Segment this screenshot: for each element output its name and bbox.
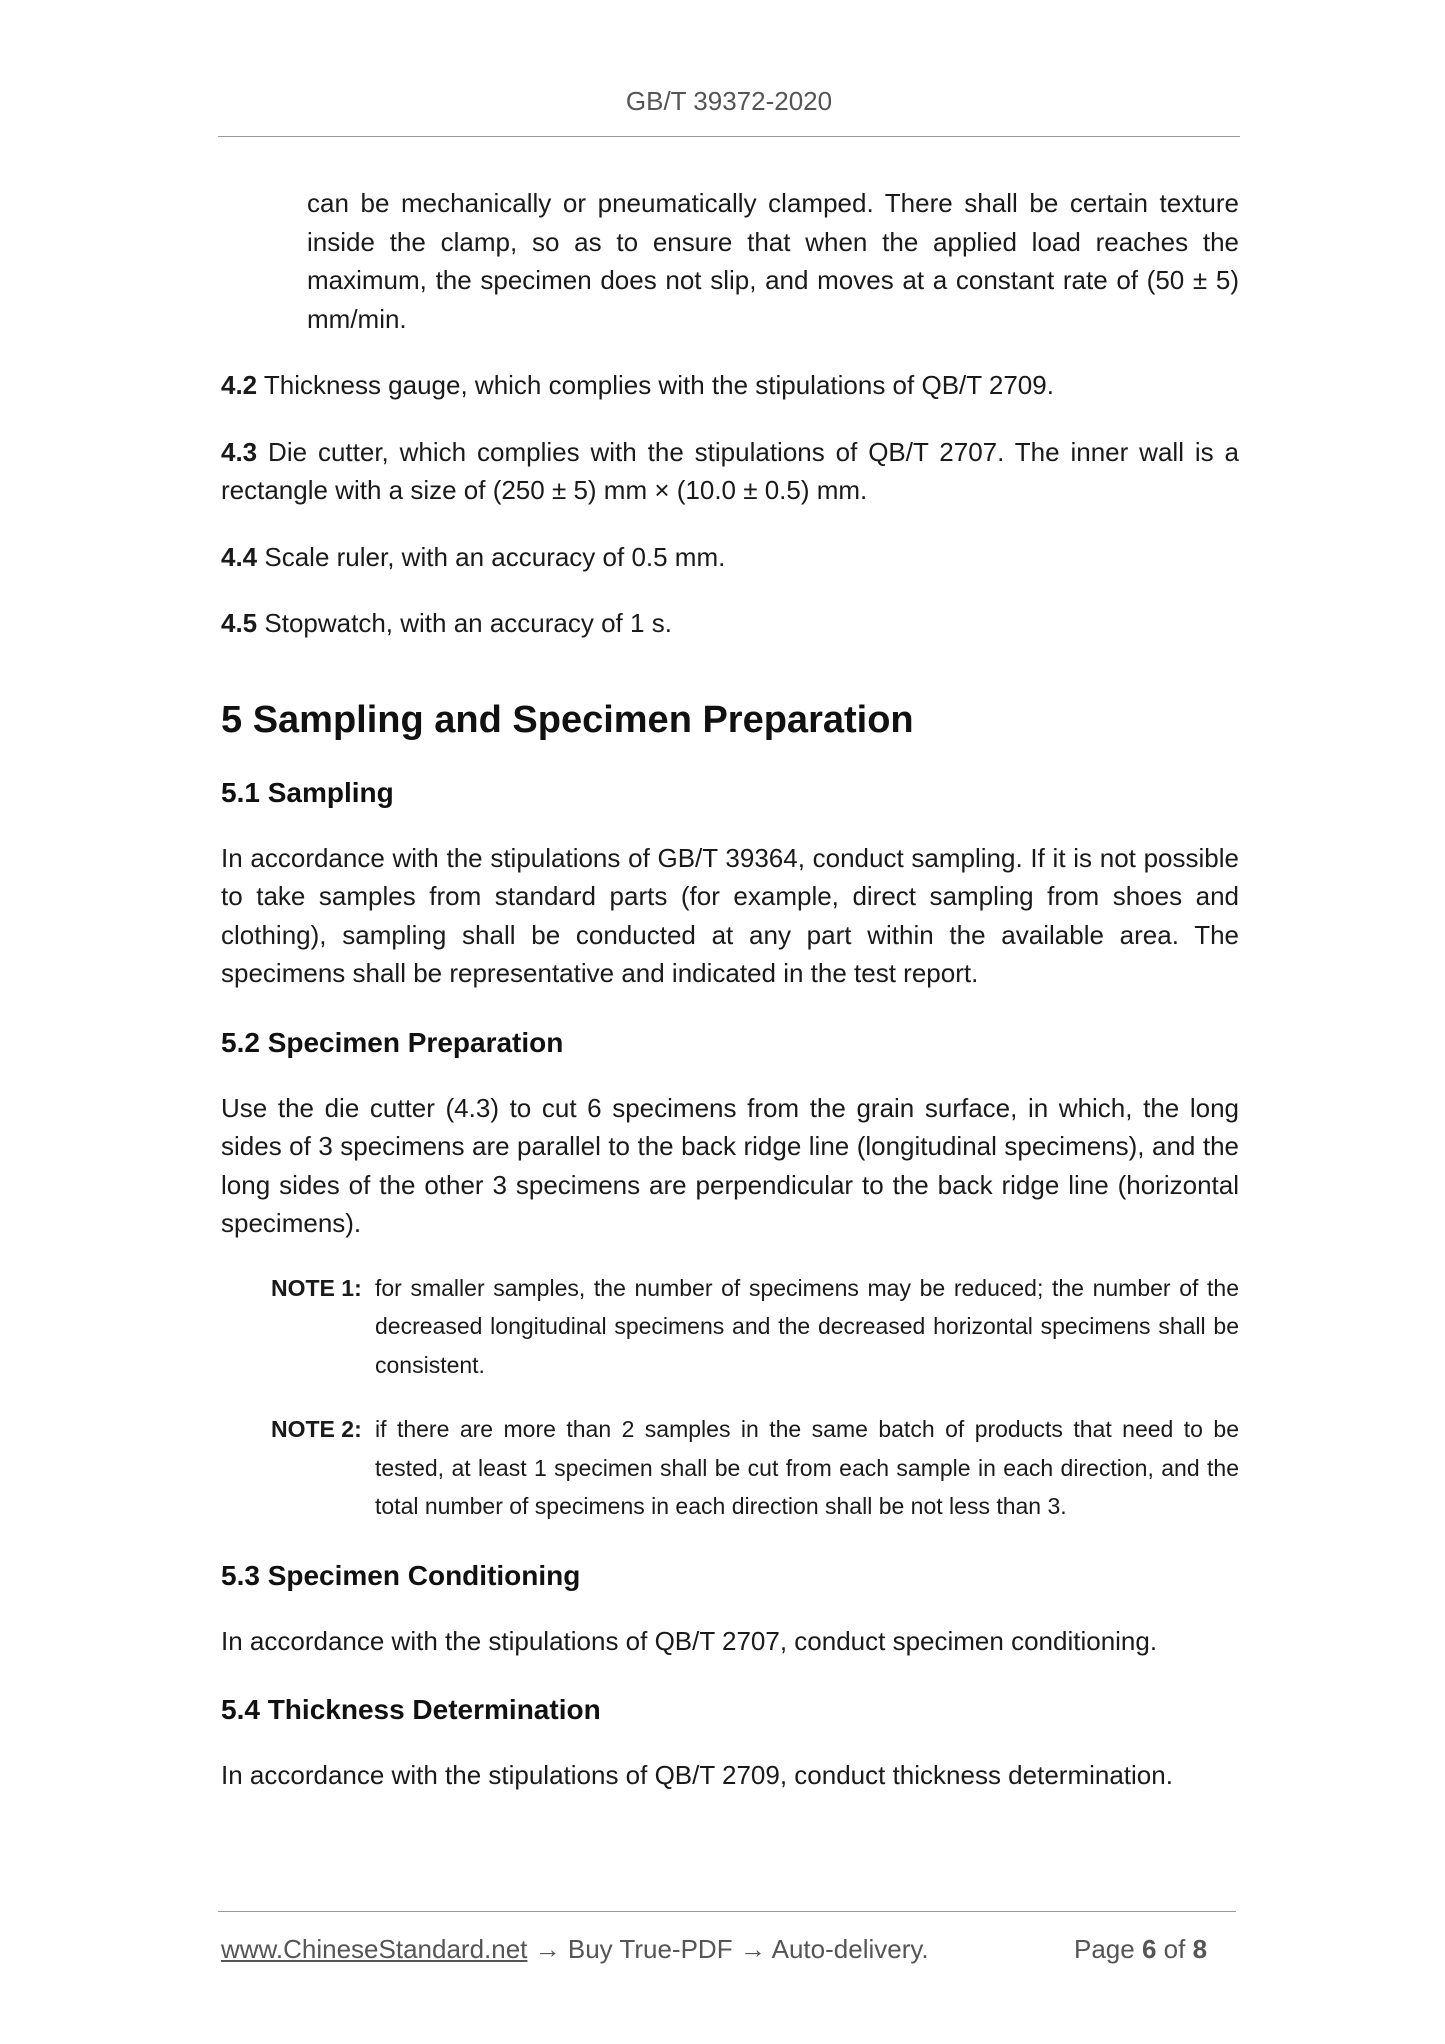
clause-text: Die cutter, which complies with the stipulations of QB/T 2707. The inner wall is a rectangle with a size of (250 ± 5) mm × (10.0 ± 0.5) mm. [221, 436, 1239, 505]
footer-divider [218, 1911, 1236, 1912]
clause-number: 4.5 [221, 608, 258, 638]
section-5-4-heading: 5.4 Thickness Determination [221, 1694, 601, 1725]
note-1 [271, 1269, 1239, 1385]
section-5-2-heading: 5.2 Specimen Preparation [221, 1026, 564, 1058]
section-5-3-heading: 5.3 Specimen Conditioning [221, 1559, 581, 1591]
website-link[interactable]: www.ChineseStandard.net [221, 1934, 528, 1964]
page-number [1074, 1934, 1207, 1965]
note-2 [271, 1410, 1239, 1526]
total-pages: 8 [1192, 1934, 1208, 1964]
note-text: if there are more than 2 samples in the same batch of products that need to be tested, at least 1 specimen shall be cut from each sample in each direction, and the total number of specimens in each direction shall be not less than 3. [375, 1416, 1239, 1519]
footer-promo [221, 1934, 929, 1965]
clause-number: 4.3 [221, 436, 258, 467]
page-header: GB/T 39372-2020 [625, 86, 833, 116]
section-5-3-text: In accordance with the stipulations of QB/T 2707, conduct specimen conditioning. [221, 1625, 1158, 1656]
clause-4-3 [221, 433, 1239, 510]
clause-4-2 [221, 366, 1239, 405]
note-text: for smaller samples, the number of specimens may be reduced; the number of the decreased longitudinal specimens and the decreased horizontal specimens shall be consistent. [375, 1274, 1239, 1378]
current-page: 6 [1141, 1934, 1157, 1964]
note-label: NOTE 1: [271, 1274, 362, 1301]
section-5-2-text: Use the die cutter (4.3) to cut 6 specimens from the grain surface, in which, the long sides of 3 specimens are parallel to the back ridge line (longitudinal specimens), and the long sides of the other 3 specimens are perpendicular to the back ridge line (horizontal specimens). [221, 1092, 1239, 1238]
clause-4-4 [221, 538, 1239, 577]
section-5-1-heading: 5.1 Sampling [221, 776, 394, 808]
clause-4-5 [221, 604, 1239, 643]
arrow-icon: → [739, 1934, 766, 1964]
section-5-4-text: In accordance with the stipulations of QB/T 2709, conduct thickness determination. [221, 1760, 1173, 1790]
continued-paragraph: can be mechanically or pneumatically clamped. There shall be certain texture inside the clamp, so as to ensure that when the applied load reaches the maximum, the specimen does not slip, and moves at a constant rate of (50 ± 5) mm/min. [307, 188, 1239, 334]
clause-number: 4.4 [221, 541, 258, 572]
note-label: NOTE 2: [271, 1416, 362, 1442]
of-label: of [1163, 1934, 1186, 1964]
section-5-heading: 5 Sampling and Specimen Preparation [221, 698, 914, 741]
document-body [221, 184, 1239, 1795]
clause-text: Scale ruler, with an accuracy of 0.5 mm. [257, 541, 726, 572]
page-label: Page [1074, 1934, 1135, 1964]
buy-text: Buy True-PDF [567, 1934, 733, 1964]
header-divider [218, 136, 1240, 137]
section-5-1-text: In accordance with the stipulations of GB/T 39364, conduct sampling. If it is not possible to take samples from standard parts (for example, direct sampling from shoes and clothing), sampling shall be conducted at any part within the available area. The specimens shall be representative and indicated in the test report. [221, 842, 1239, 988]
clause-text: Thickness gauge, which complies with the stipulations of QB/T 2709. [257, 370, 1054, 400]
delivery-text: Auto-delivery. [771, 1934, 929, 1964]
arrow-icon: → [534, 1934, 561, 1964]
clause-text: Stopwatch, with an accuracy of 1 s. [257, 608, 672, 638]
clause-number: 4.2 [221, 370, 258, 400]
